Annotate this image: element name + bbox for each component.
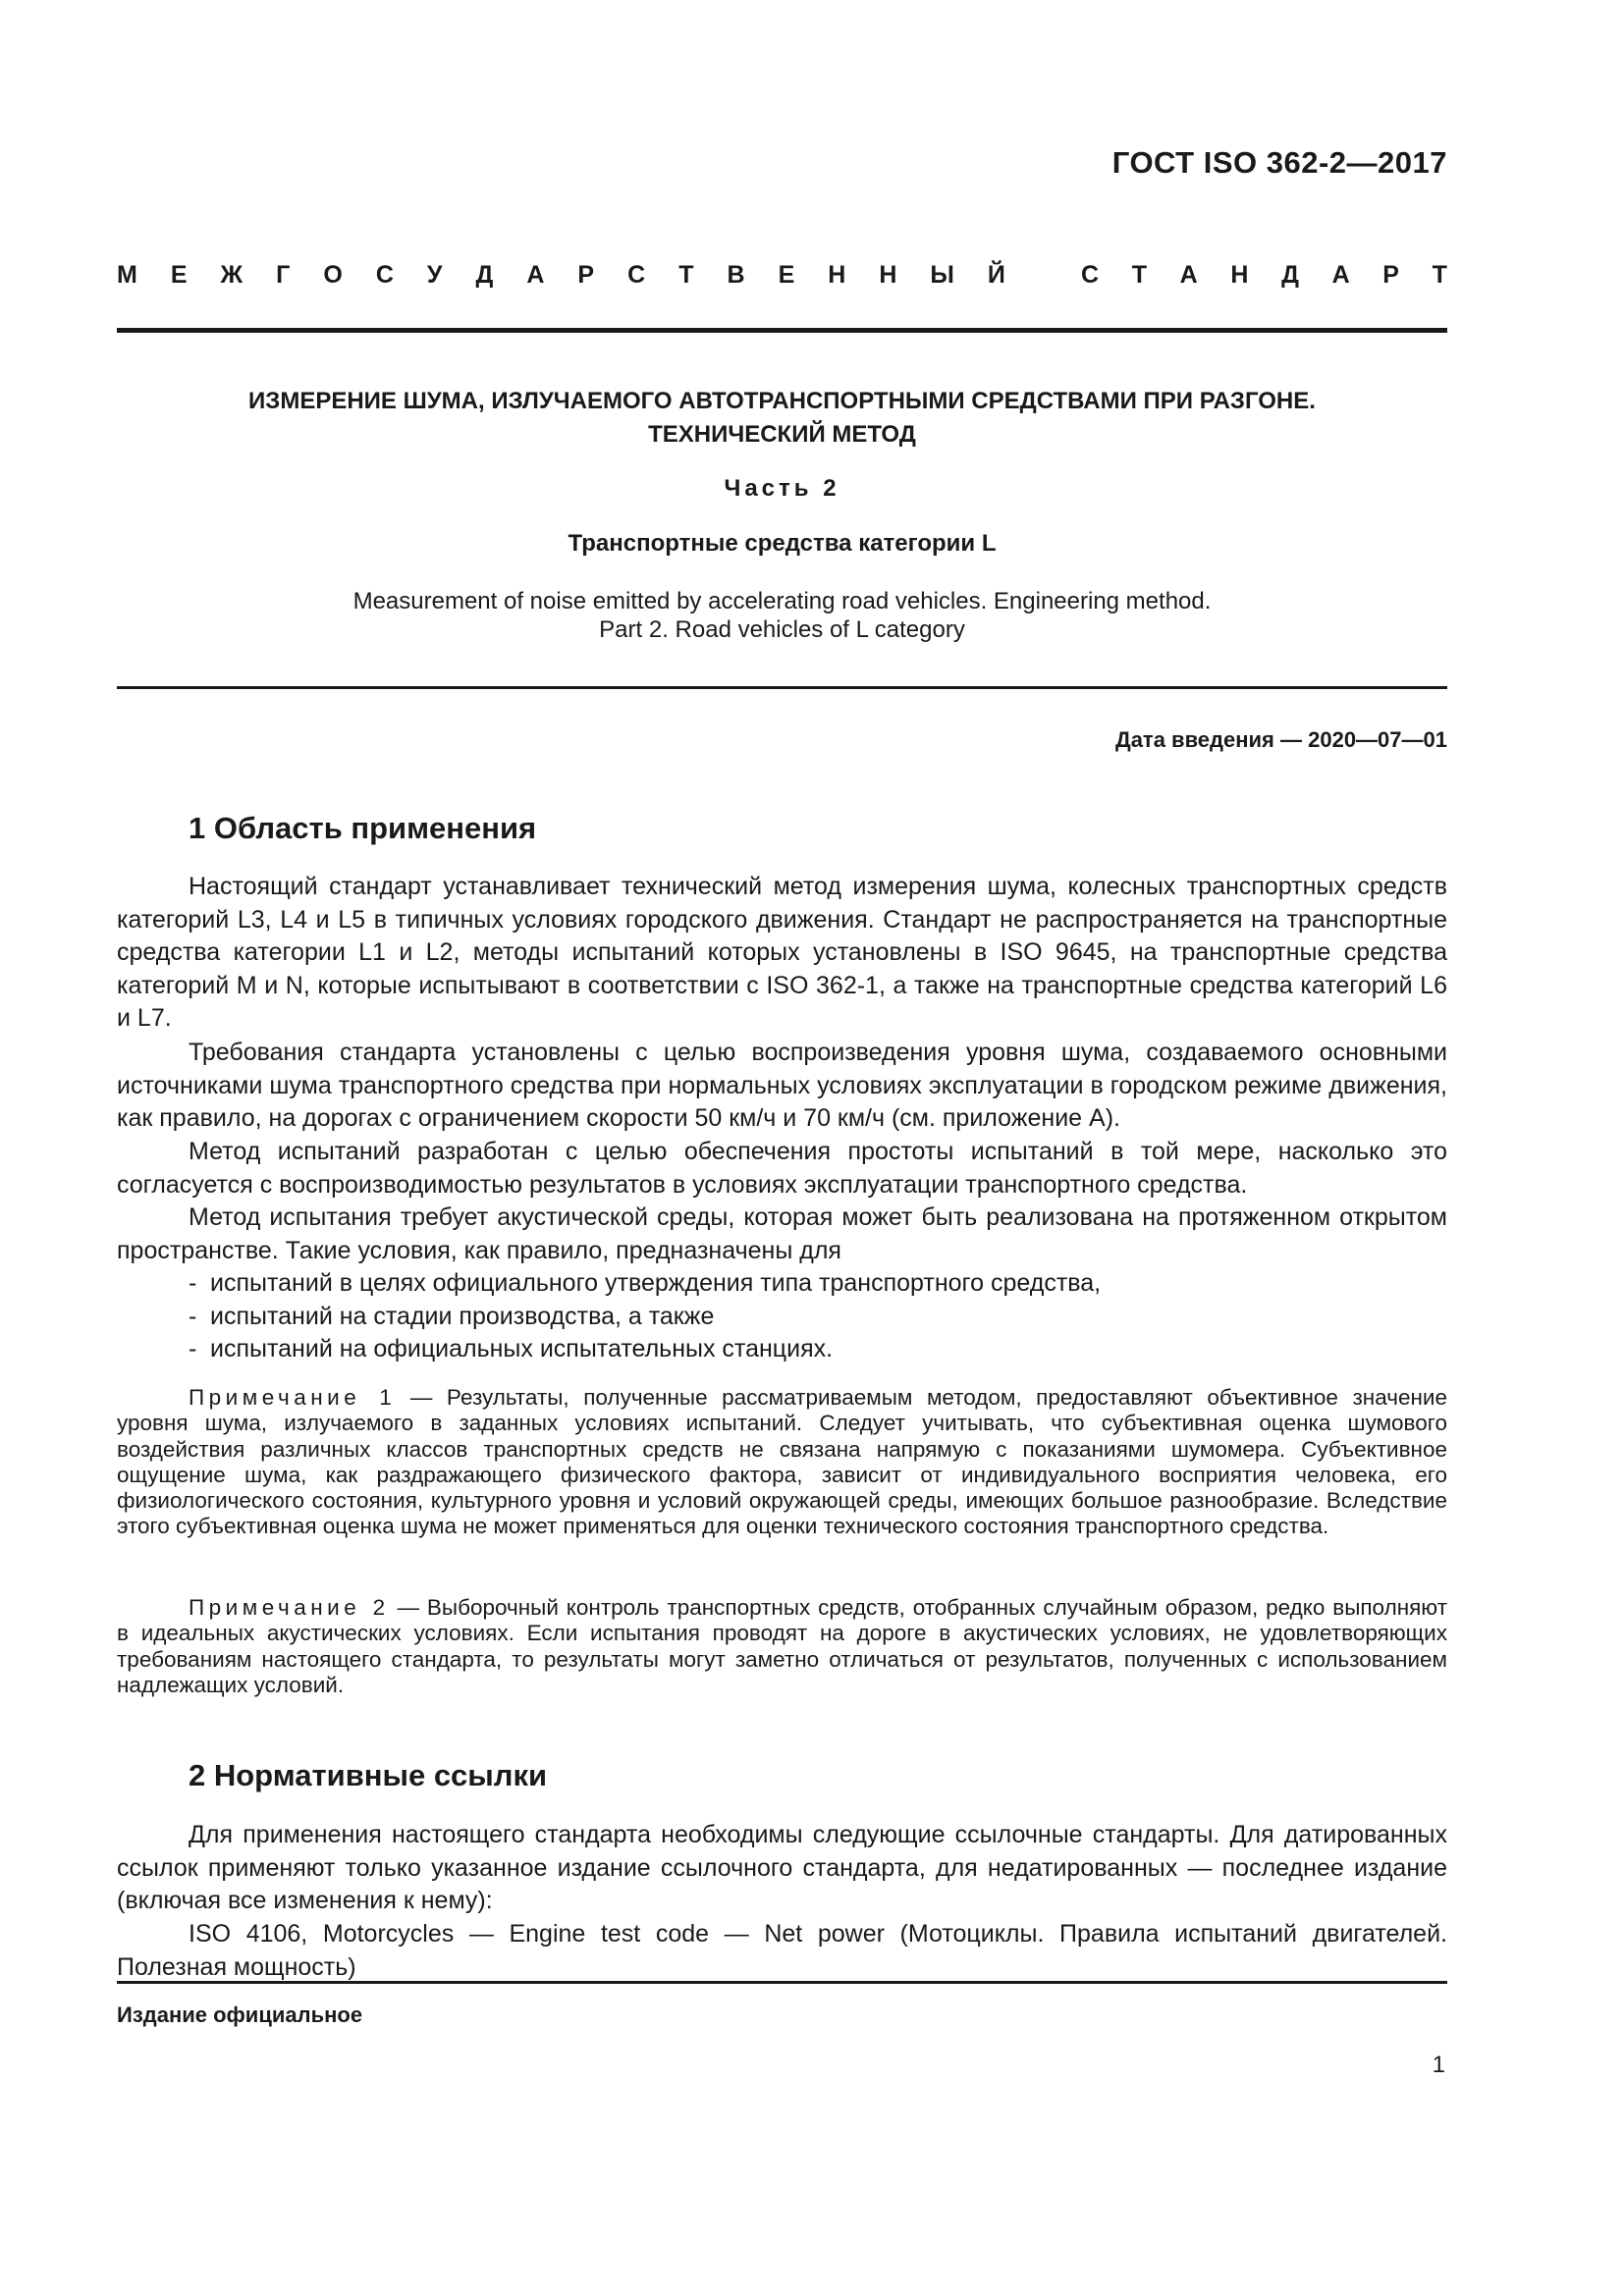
heading-letter: А	[526, 261, 545, 289]
page-number: 1	[1432, 2052, 1445, 2078]
footer-rule	[117, 1981, 1447, 1984]
heading-letter: Н	[879, 261, 897, 289]
heading-letter: Д	[475, 261, 494, 289]
list-item: - испытаний на официальных испытательных станциях.	[189, 1335, 834, 1362]
heading-letter: Р	[577, 261, 595, 289]
heading-letter: Ж	[220, 261, 244, 289]
section-2-paragraph-2: ISO 4106, Motorcycles — Engine test code — Net power (Мотоциклы. Правила испытаний двигателей. Полезная мощность)	[117, 1920, 1447, 1981]
heading-letter: Н	[828, 261, 846, 289]
heading-letter: Т	[678, 261, 694, 289]
heading-letter: Е	[778, 261, 795, 289]
interstate-word	[117, 261, 1005, 290]
heading-letter: Н	[1230, 261, 1249, 289]
introduction-date: Дата введения — 2020—07—01	[1115, 727, 1447, 752]
heading-letter: Е	[170, 261, 188, 289]
standard-designation: ГОСТ ISO 362-2—2017	[1111, 145, 1447, 180]
section-1-paragraph-3: Метод испытаний разработан с целью обеспечения простоты испытаний в той мере, насколько это согласуется с воспроизводимостью результатов в условиях эксплуатации транспортного средства.	[117, 1138, 1447, 1199]
standard-word	[1081, 261, 1447, 290]
note-1	[117, 1385, 1447, 1540]
heading-letter: В	[727, 261, 745, 289]
heading-letter: М	[117, 261, 137, 289]
list-item: - испытаний на стадии производства, а также	[189, 1302, 715, 1330]
note-1-label: Примечание 1	[189, 1385, 397, 1410]
official-edition-label: Издание официальное	[117, 2002, 363, 2027]
heading-letter: А	[1331, 261, 1350, 289]
title-line-2: ТЕХНИЧЕСКИЙ МЕТОД	[648, 421, 916, 448]
note-2-label: Примечание 2	[189, 1595, 390, 1620]
heading-letter: О	[323, 261, 343, 289]
heading-letter: Т	[1131, 261, 1147, 289]
document-title	[117, 385, 1447, 452]
title-line-1: ИЗМЕРЕНИЕ ШУМА, ИЗЛУЧАЕМОГО АВТОТРАНСПОРТНЫМИ СРЕДСТВАМИ ПРИ РАЗГОНЕ.	[248, 388, 1316, 414]
part-label: Часть 2	[724, 475, 840, 502]
heading-letter: Ы	[930, 261, 954, 289]
heading-letter: С	[1081, 261, 1100, 289]
note-2-text: — Выборочный контроль транспортных средств, отобранных случайным образом, редко выполняют в идеальных акустических условиях. Если испытания проводят на дороге в акустических условиях, не удовлетворяющих требованиям настоящего стандарта, то результаты могут заметно отличаться от результатов, полученных с использованием надлежащих условий.	[117, 1595, 1447, 1697]
heading-letter: Р	[1382, 261, 1399, 289]
header-rule	[117, 328, 1447, 333]
test-purposes-list	[189, 1267, 1101, 1366]
list-item: - испытаний в целях официального утверждения типа транспортного средства,	[189, 1269, 1102, 1297]
heading-letter: Й	[987, 261, 1005, 289]
note-2	[117, 1595, 1447, 1698]
section-1-heading: 1 Область применения	[189, 811, 537, 845]
english-title-line-1: Measurement of noise emitted by accelerating road vehicles. Engineering method.	[352, 588, 1212, 614]
section-1-paragraph-1: Настоящий стандарт устанавливает технический метод измерения шума, колесных транспортных средств категорий L3, L4 и L5 в типичных условиях городского движения. Стандарт не распространяется на транспортные средства категории L1 и L2, методы испытаний которых установлены в ISO 9645, на транспортные средства категорий M и N, которые испытывают в соответствии с ISO 362-1, а также на транспортные средства категорий L6 и L7.	[117, 873, 1447, 1032]
heading-letter: Д	[1281, 261, 1299, 289]
title-rule	[117, 686, 1447, 689]
heading-letter: Г	[276, 261, 291, 289]
heading-letter: Т	[1432, 261, 1447, 289]
section-2-paragraph-1: Для применения настоящего стандарта необходимы следующие ссылочные стандарты. Для датированных ссылок применяют только указанное издание ссылочного стандарта, для недатированных — последнее издание (включая все изменения к нему):	[117, 1821, 1447, 1914]
interstate-standard-heading	[117, 261, 1447, 290]
english-title	[117, 587, 1447, 644]
section-1-paragraph-2: Требования стандарта установлены с целью воспроизведения уровня шума, создаваемого основными источниками шума транспортного средства при нормальных условиях эксплуатации в городском режиме движения, как правило, на дорогах с ограничением скорости 50 км/ч и 70 км/ч (см. приложение А).	[117, 1039, 1447, 1132]
english-title-line-2: Part 2. Road vehicles of L category	[599, 616, 965, 643]
heading-letter: С	[375, 261, 394, 289]
section-2-heading: 2 Нормативные ссылки	[189, 1758, 548, 1792]
heading-letter: А	[1179, 261, 1198, 289]
section-1-paragraph-4: Метод испытания требует акустической среды, которая может быть реализована на протяженном открытом пространстве. Такие условия, как правило, предназначены для	[117, 1203, 1447, 1264]
part-subtitle: Транспортные средства категории L	[568, 530, 997, 557]
heading-letter: С	[627, 261, 646, 289]
note-1-text: — Результаты, полученные рассматриваемым методом, предоставляют объективное значение уровня шума, излучаемого в заданных условиях испытаний. Следует учитывать, что субъективная оценка шумового воздействия различных классов транспортных средств не связана напрямую с показаниями шумомера. Субъективное ощущение шума, как раздражающего физического фактора, зависит от индивидуального восприятия человека, его физиологического состояния, культурного уровня и условий окружающей среды, имеющих большое разнообразие. Вследствие этого субъективная оценка шума не может применяться для оценки технического состояния транспортного средства.	[117, 1385, 1447, 1539]
heading-letter: У	[426, 261, 443, 289]
